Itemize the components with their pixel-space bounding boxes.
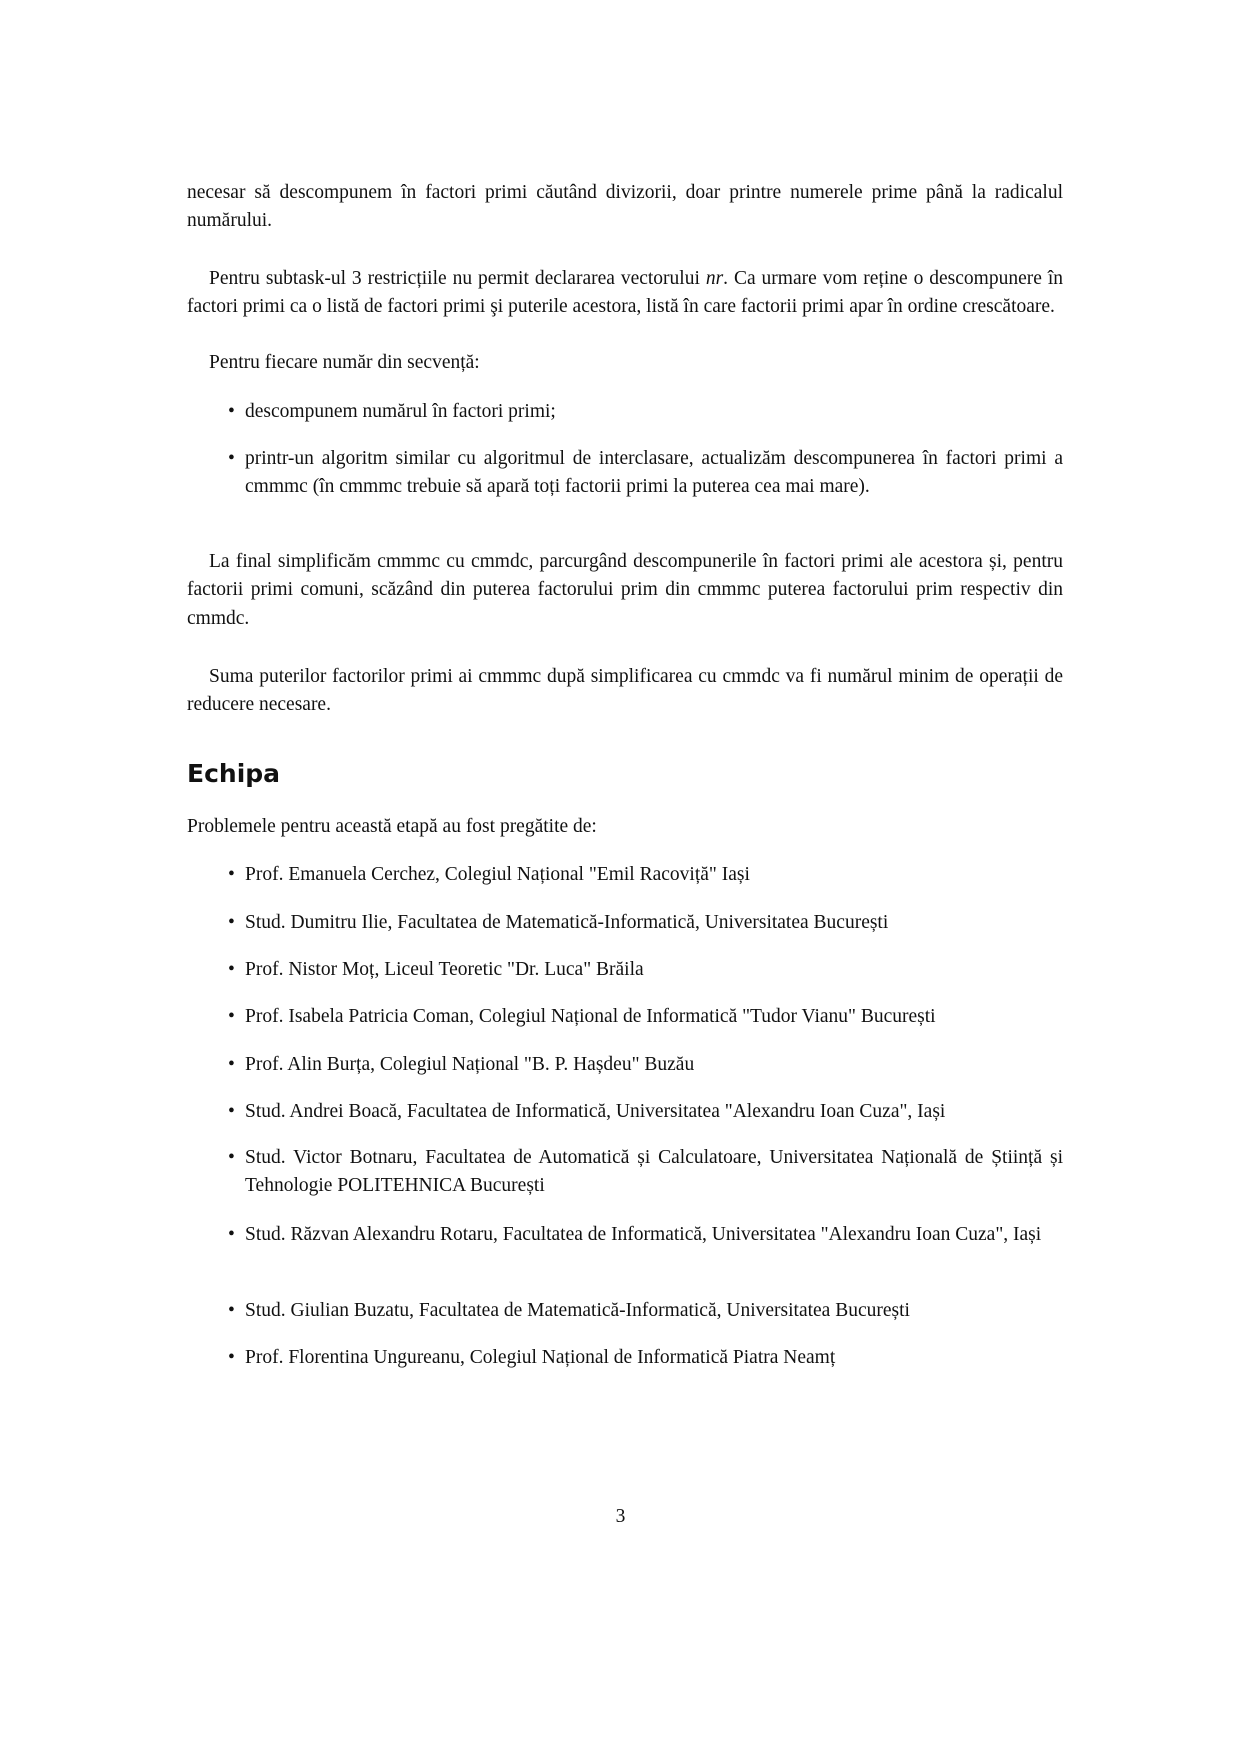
paragraph-continuation: necesar să descompunem în factori primi căutând divizorii, doar printre numerele prime până la radicalul numărului. <box>187 182 1063 232</box>
variable-nr: nr <box>705 268 724 289</box>
text: Pentru subtask-ul 3 restricțiile nu permit declararea vectorului <box>209 268 706 289</box>
team-member: • Stud. Victor Botnaru, Facultatea de Automatică și Calculatoare, Universitatea Națională de Știință și Tehnologie POLITEHNICA București <box>245 1144 1063 1201</box>
list-item: • descompunem numărul în factori primi; <box>245 398 1063 426</box>
team-member: • Stud. Andrei Boacă, Facultatea de Informatică, Universitatea "Alexandru Ioan Cuza", Iași <box>245 1098 1063 1126</box>
paragraph-final: La final simplificăm cmmmc cu cmmdc, parcurgând descompunerile în factori primi ale acestora și, pentru factorii primi comuni, scăzând din puterea factorului prim din cmmmc puterea factorului prim respectiv din cmmdc. <box>187 551 1063 629</box>
team-member: • Stud. Răzvan Alexandru Rotaru, Facultatea de Informatică, Universitatea "Alexandru Ioan Cuza", Iași <box>245 1221 1063 1249</box>
paragraph-subtask3 <box>187 265 1063 322</box>
paragraph-sum: Suma puterilor factorilor primi ai cmmmc după simplificarea cu cmmdc va fi numărul minim de operații de reducere necesare. <box>187 666 1063 716</box>
team-member: • Prof. Florentina Ungureanu, Colegiul Național de Informatică Piatra Neamț <box>245 1344 1063 1372</box>
team-member: • Prof. Nistor Moț, Liceul Teoretic "Dr. Luca" Brăila <box>245 956 1063 984</box>
team-member: • Stud. Dumitru Ilie, Facultatea de Matematică-Informatică, Universitatea București <box>245 909 1063 937</box>
team-intro: Problemele pentru această etapă au fost pregătite de: <box>187 816 597 837</box>
team-member: • Stud. Giulian Buzatu, Facultatea de Matematică-Informatică, Universitatea București <box>245 1297 1063 1325</box>
team-member: • Prof. Emanuela Cerchez, Colegiul Național "Emil Racoviță" Iași <box>245 861 1063 889</box>
section-heading-team: Echipa <box>187 759 281 788</box>
paragraph-for-each: Pentru fiecare număr din secvență: <box>209 352 480 373</box>
page-number: 3 <box>615 1506 626 1527</box>
list-item: • printr-un algoritm similar cu algoritmul de interclasare, actualizăm descompunerea în factori primi a cmmmc (în cmmmc trebuie să apară toți factorii primi la puterea cea mai mare). <box>245 445 1063 502</box>
team-member: • Prof. Isabela Patricia Coman, Colegiul Național de Informatică "Tudor Vianu" București <box>245 1003 1063 1031</box>
text: . Ca urmare vom reține o descompunere în factori primi ca o listă de factori primi şi puterile acestora, listă în care factorii primi apar în ordine crescătoare. <box>187 268 1063 318</box>
team-member: • Prof. Alin Burța, Colegiul Național "B. P. Hașdeu" Buzău <box>245 1051 1063 1079</box>
